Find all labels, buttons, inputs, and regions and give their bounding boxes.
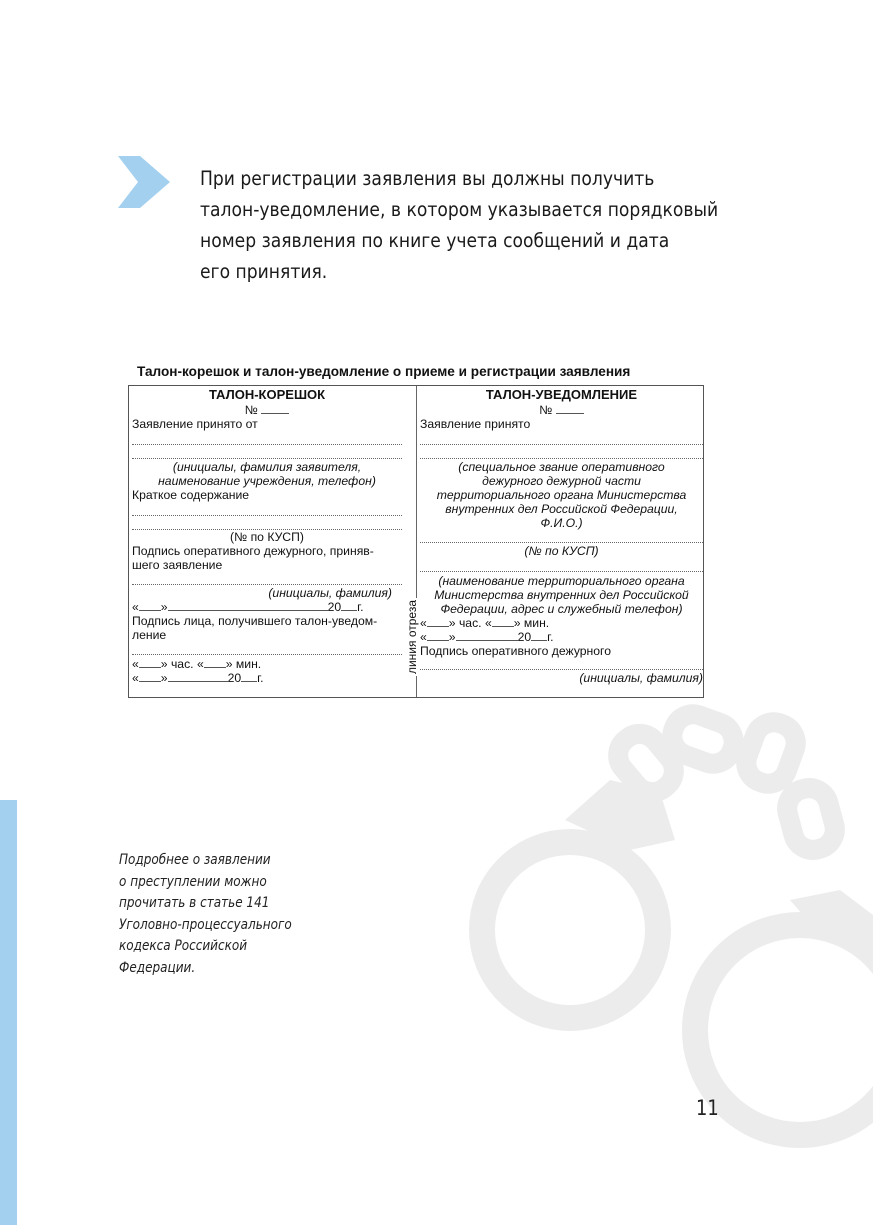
notification-hint-officer: внутренних дел Российской Федерации, xyxy=(445,502,678,516)
year-prefix: 20 xyxy=(227,671,242,685)
min-label: » мин. xyxy=(513,616,550,630)
intro-paragraph xyxy=(200,163,719,287)
intro-line: При регистрации заявления вы должны получить xyxy=(200,167,655,190)
stub-heading: ТАЛОН-КОРЕШОК xyxy=(208,387,326,402)
sidenote-line: о преступлении можно xyxy=(119,873,267,890)
sidenote-line: кодекса Российской xyxy=(119,938,248,954)
notification-hint-officer: (специальное звание оперативного xyxy=(458,460,665,474)
date-quote: « xyxy=(132,600,139,614)
sidenote-line: Подробнее о заявлении xyxy=(119,852,271,868)
chevron-right-icon xyxy=(118,156,170,208)
min-label: » мин. xyxy=(225,657,262,671)
stub-receiver-sign: Подпись лица, получившего талон-уведом- xyxy=(132,614,378,628)
page-number: 11 xyxy=(696,1096,719,1120)
notification-hint-org: (наименование территориального органа xyxy=(438,574,685,588)
intro-line: талон-уведомление, в котором указывается порядковый xyxy=(200,198,719,221)
notification-initials-surname: (инициалы, фамилия) xyxy=(579,671,703,685)
notification-hint-officer: Ф.И.О.) xyxy=(540,516,583,530)
notification-hint-officer: территориального органа Министерства xyxy=(436,488,687,502)
date-quote: » xyxy=(160,671,168,685)
stub-time-line xyxy=(132,657,402,671)
sidenote-line: Федерации. xyxy=(119,959,196,976)
date-quote: » xyxy=(448,630,456,644)
stub-date-line xyxy=(132,671,402,685)
cut-line-label: линия отреза xyxy=(405,599,419,675)
stub-summary-label: Краткое содержание xyxy=(132,488,250,502)
year-suffix: г. xyxy=(547,630,554,644)
hour-label: » час. « xyxy=(160,657,204,671)
notification-heading: ТАЛОН-УВЕДОМЛЕНИЕ xyxy=(485,387,638,402)
notification-date-line xyxy=(420,630,703,644)
form-title: Талон-корешок и талон-уведомление о приеме и регистрации заявления xyxy=(137,364,631,379)
stub-officer-sign: Подпись оперативного дежурного, приняв- xyxy=(132,544,374,558)
stub-officer-sign: шего заявление xyxy=(132,558,223,572)
notification-hint-officer: дежурного дежурной части xyxy=(482,474,641,488)
number-label: № xyxy=(244,403,258,417)
notification-kusp: (№ по КУСП) xyxy=(524,544,599,558)
sidenote-line: прочитать в статье 141 xyxy=(119,895,270,911)
sidenote-line: Уголовно-процессуального xyxy=(119,916,292,933)
registration-form xyxy=(128,385,704,698)
notification-number xyxy=(420,403,703,417)
date-quote: » xyxy=(160,600,168,614)
stub-number xyxy=(132,403,402,417)
intro-line: его принятия. xyxy=(200,260,328,283)
notification-hint-org: Федерации, адрес и служебный телефон) xyxy=(440,602,683,616)
stub-kusp: (№ по КУСП) xyxy=(230,530,304,544)
notification-hint-org: Министерства внутренних дел Российской xyxy=(434,588,689,602)
stub-date-line xyxy=(132,600,402,614)
sidenote xyxy=(119,850,343,979)
notification-officer-sign: Подпись оперативного дежурного xyxy=(420,644,612,658)
notification-accepted: Заявление принято xyxy=(420,417,531,431)
year-suffix: г. xyxy=(257,671,264,685)
cut-line xyxy=(405,582,419,692)
year-prefix: 20 xyxy=(327,600,342,614)
hour-label: » час. « xyxy=(448,616,492,630)
intro-line: номер заявления по книге учета сообщений и дата xyxy=(200,229,670,252)
number-label: № xyxy=(539,403,553,417)
stub-initials-surname: (инициалы, фамилия) xyxy=(268,586,392,600)
date-quote: « xyxy=(420,630,427,644)
date-quote: « xyxy=(132,657,139,671)
side-accent-bar xyxy=(0,800,17,1225)
stub-accepted-from: Заявление принято от xyxy=(132,417,258,431)
stub-hint-applicant: (инициалы, фамилия заявителя, xyxy=(172,460,362,474)
date-quote: « xyxy=(132,671,139,685)
stub-receiver-sign: ление xyxy=(132,628,167,642)
date-quote: « xyxy=(420,616,427,630)
year-suffix: г. xyxy=(357,600,364,614)
notification-time-line xyxy=(420,616,703,630)
year-prefix: 20 xyxy=(517,630,532,644)
handcuffs-watermark-icon xyxy=(460,700,873,1225)
stub-hint-applicant: наименование учреждения, телефон) xyxy=(158,474,376,488)
